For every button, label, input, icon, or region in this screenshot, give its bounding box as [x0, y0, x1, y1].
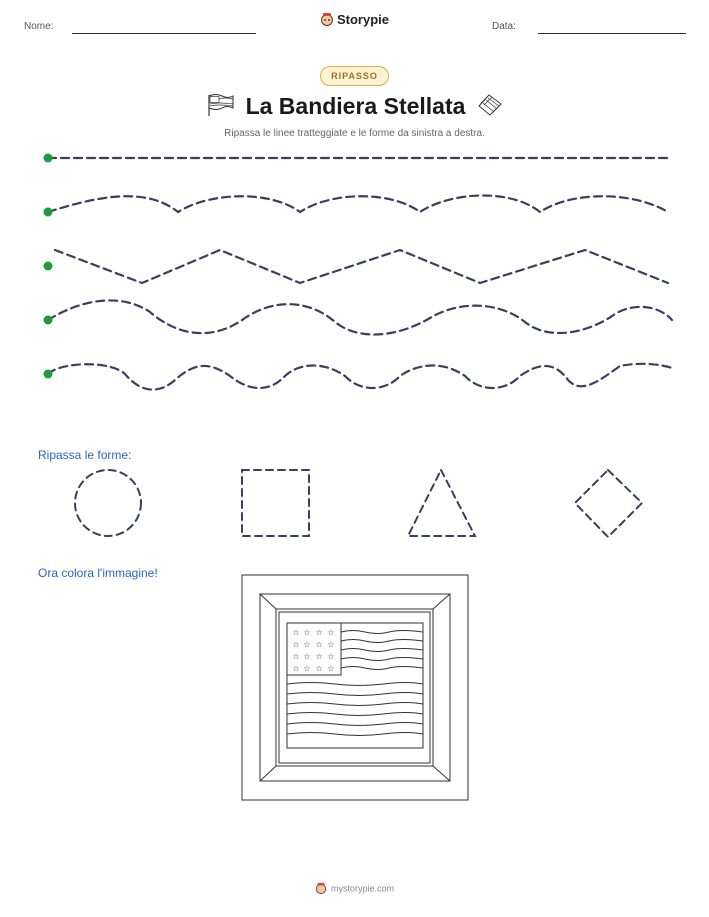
svg-text:☆: ☆	[315, 640, 323, 649]
tracing-shape-circle[interactable]	[75, 470, 141, 536]
coloring-picture[interactable]	[241, 574, 469, 802]
tracing-shape-diamond[interactable]	[575, 470, 642, 537]
svg-text:☆: ☆	[303, 640, 311, 649]
start-dot	[44, 154, 53, 163]
svg-text:☆: ☆	[303, 628, 311, 637]
svg-text:☆: ☆	[315, 652, 323, 661]
svg-text:☆: ☆	[315, 628, 323, 637]
name-field[interactable]	[72, 33, 256, 34]
svg-text:☆: ☆	[327, 652, 335, 661]
start-dot	[44, 370, 53, 379]
svg-text:☆: ☆	[303, 652, 311, 661]
svg-text:☆: ☆	[327, 628, 335, 637]
storypie-logo-icon	[320, 12, 334, 29]
svg-text:☆: ☆	[292, 640, 300, 649]
page-title: La Bandiera Stellata	[245, 93, 466, 120]
flag-icon	[206, 93, 234, 123]
svg-text:☆: ☆	[327, 640, 335, 649]
brand-name: Storypie	[336, 12, 389, 27]
tracing-lines	[0, 140, 709, 400]
footer-url: mystorypie.com	[330, 883, 394, 894]
date-label: Data:	[492, 21, 516, 32]
name-label: Nome:	[24, 21, 54, 32]
brand	[0, 12, 709, 29]
svg-text:☆: ☆	[292, 664, 300, 673]
folded-flag-icon	[477, 93, 503, 123]
start-dot	[44, 262, 53, 271]
svg-text:☆: ☆	[327, 664, 335, 673]
start-dot	[44, 208, 53, 217]
tracing-line-wave[interactable]	[48, 195, 668, 212]
tracing-shape-triangle[interactable]	[408, 470, 475, 536]
tracing-shape-square[interactable]	[242, 470, 309, 536]
svg-text:☆: ☆	[315, 664, 323, 673]
page-title-row	[0, 93, 709, 123]
tracing-shapes	[0, 460, 709, 545]
start-dot	[44, 316, 53, 325]
footer	[0, 882, 709, 896]
tracing-line-zigzag[interactable]	[55, 250, 668, 283]
tracing-line-rounded-wave[interactable]	[48, 364, 672, 390]
date-field[interactable]	[538, 33, 686, 34]
svg-text:☆: ☆	[292, 652, 300, 661]
color-heading: Ora colora l'immagine!	[38, 566, 158, 580]
review-badge: RIPASSO	[0, 66, 709, 86]
shapes-heading: Ripassa le forme:	[38, 448, 132, 462]
storypie-footer-logo-icon	[315, 882, 327, 896]
tracing-line-wave-2[interactable]	[48, 300, 672, 334]
svg-text:☆: ☆	[303, 664, 311, 673]
svg-text:☆: ☆	[292, 628, 300, 637]
instructions: Ripassa le linee tratteggiate e le forme da sinistra a destra.	[224, 128, 485, 139]
